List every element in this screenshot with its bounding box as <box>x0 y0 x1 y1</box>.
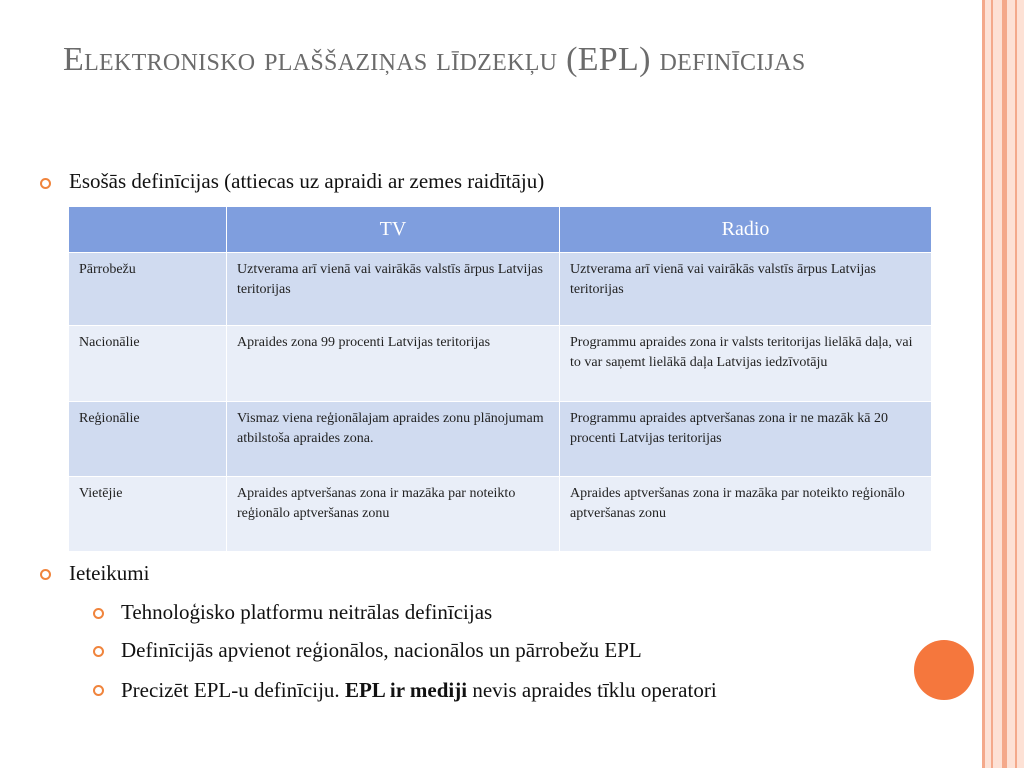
tv-cell: Apraides zona 99 procenti Latvijas teritorijas <box>227 326 560 402</box>
recommendation-emphasis: EPL ir mediji <box>344 678 468 702</box>
radio-cell: Programmu apraides aptveršanas zona ir ne mazāk kā 20 procenti Latvijas teritorijas <box>560 402 932 477</box>
table-row <box>69 402 932 477</box>
radio-cell: Uztverama arī vienā vai vairākās valstīs ārpus Latvijas teritorijas <box>560 253 932 326</box>
definitions-table <box>68 206 932 552</box>
sub-bullet-icon <box>93 685 104 696</box>
row-label: Pārrobežu <box>69 253 227 326</box>
table-header-tv: TV <box>227 207 560 253</box>
radio-cell: Programmu apraides zona ir valsts teritorijas lielākā daļa, vai to var saņemt lielākā daļa Latvijas iedzīvotāju <box>560 326 932 402</box>
row-label: Nacionālie <box>69 326 227 402</box>
row-label: Vietējie <box>69 477 227 552</box>
sub-bullet-icon <box>93 608 104 619</box>
tv-cell: Uztverama arī vienā vai vairākās valstīs ārpus Latvijas teritorijas <box>227 253 560 326</box>
table-header-row <box>69 207 932 253</box>
slide-title: Elektronisko plaššaziņas līdzekļu (EPL) definīcijas <box>63 41 806 78</box>
recommendation-text: Precizēt EPL-u definīciju. <box>121 678 345 702</box>
tv-cell: Vismaz viena reģionālajam apraides zonu plānojumam atbilstoša apraides zona. <box>227 402 560 477</box>
table-header-empty <box>69 207 227 253</box>
recommendation-item: Definīcijās apvienot reģionālos, nacionālos un pārrobežu EPL <box>121 638 642 662</box>
row-label: Reģionālie <box>69 402 227 477</box>
table-row <box>69 253 932 326</box>
recommendation-item <box>121 676 881 704</box>
radio-cell: Apraides aptveršanas zona ir mazāka par noteikto reģionālo aptveršanas zonu <box>560 477 932 552</box>
table-row <box>69 326 932 402</box>
sub-bullet-icon <box>93 646 104 657</box>
bullet-icon <box>40 569 51 580</box>
recommendations-heading: Ieteikumi <box>69 561 150 585</box>
table-row <box>69 477 932 552</box>
recommendation-item: Tehnoloģisko platformu neitrālas definīcijas <box>121 600 493 624</box>
decorative-circle <box>914 640 974 700</box>
recommendation-text: nevis apraides tīklu operatori <box>467 678 717 702</box>
decorative-stripes <box>982 0 1024 768</box>
table-header-radio: Radio <box>560 207 932 253</box>
intro-bullet: Esošās definīcijas (attiecas uz apraidi ar zemes raidītāju) <box>69 169 545 193</box>
tv-cell: Apraides aptveršanas zona ir mazāka par noteikto reģionālo aptveršanas zonu <box>227 477 560 552</box>
bullet-icon <box>40 178 51 189</box>
